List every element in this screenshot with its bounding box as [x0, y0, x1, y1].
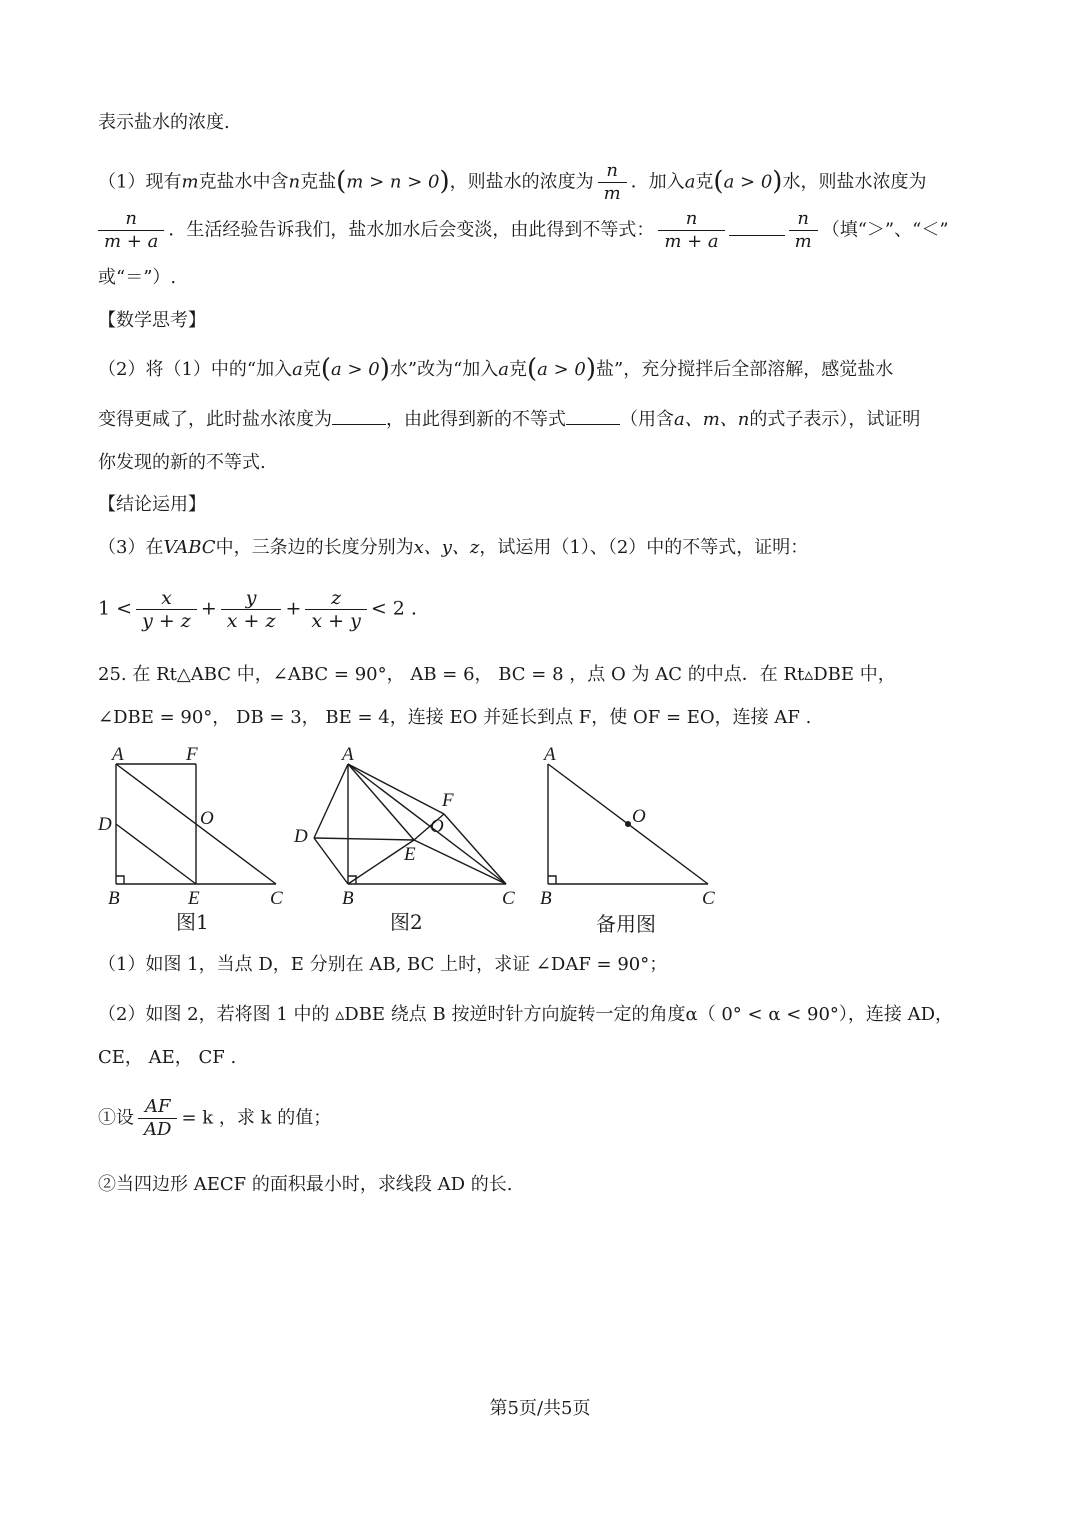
section-heading [98, 493, 206, 517]
text-span: （2）如图 2，若将图 1 中的 ▵DBE 绕点 B 按逆时针方向旋转一定的角度α（ 0° < α < 90°），连接 AD， [98, 1004, 954, 1025]
question-2-line [98, 354, 894, 384]
paren: ( [336, 166, 347, 197]
numerator: n [598, 160, 627, 183]
condition: m > n > 0 [346, 171, 440, 193]
text-span: ．生活经验告诉我们，盐水加水后会变淡，由此得到不等式： [168, 219, 655, 241]
text-span: 的式子表示），试证明 [749, 409, 921, 430]
paren: ( [713, 166, 724, 197]
figure-2 [290, 742, 530, 942]
text-span: （1）现有 [98, 171, 182, 193]
paren: ) [772, 166, 783, 197]
sub-question-1 [98, 953, 667, 977]
denominator: m + a [664, 231, 719, 252]
problem-25-line-2 [98, 706, 811, 730]
text-span: < 2 . [370, 597, 417, 620]
text-line [98, 266, 176, 290]
text-span: 水”改为“加入 [389, 359, 499, 380]
label-E: E [188, 888, 200, 909]
text-span: ②当四边形 AECF 的面积最小时，求线段 AD 的长. [98, 1174, 513, 1195]
label-O: O [430, 816, 444, 837]
text-span: ，由此得到新的不等式 [386, 409, 566, 430]
text-span: 克 [509, 359, 528, 380]
numerator: n [98, 208, 164, 231]
question-3-line [98, 536, 808, 560]
condition: a > 0 [537, 359, 586, 380]
fraction [598, 160, 627, 205]
vars: a、m、n [674, 409, 750, 430]
label-B: B [108, 888, 120, 909]
text-span: 变得更咸了，此时盐水浓度为 [98, 409, 332, 430]
triangle: VABC [163, 537, 216, 558]
text-span: ①设 [98, 1107, 134, 1129]
text-span: （2）将（1）中的“加入 [98, 359, 293, 380]
text-span: 克 [302, 359, 321, 380]
answer-blank [729, 235, 785, 236]
sub-question-2-part-2 [98, 1173, 512, 1197]
label-D: D [98, 814, 112, 835]
label-E: E [404, 844, 416, 865]
text-span: 1 < [98, 597, 133, 620]
text-span: = k ，求 k 的值； [181, 1107, 332, 1129]
text-span: 中，三条边的长度分别为 [215, 537, 414, 558]
numerator: z [305, 587, 366, 610]
text-span: （用含 [620, 409, 674, 430]
numerator: n [658, 208, 724, 231]
text-span: ，则盐水的浓度为 [449, 171, 594, 193]
figure-2-caption: 图2 [390, 910, 423, 934]
label-O: O [632, 806, 646, 827]
inequality-line: 1 < $\frac{x}{y + z}$ + $\frac{y}{x + z}$ + $\frac{z}{x + y}$ < 2 . [98, 587, 417, 632]
denominator: AD [144, 1119, 172, 1140]
label-A: A [544, 744, 556, 765]
denominator: x + y [311, 610, 361, 632]
paren: ( [320, 354, 331, 384]
var-a: a [292, 359, 303, 380]
text-span: 盐”，充分搅拌后全部溶解，感觉盐水 [596, 359, 894, 380]
paren: ) [439, 166, 450, 197]
problem-25-line-1 [98, 663, 896, 687]
denominator: m [794, 231, 812, 252]
condition: a > 0 [723, 171, 773, 193]
denominator: m + a [104, 231, 159, 252]
paren: ) [379, 354, 390, 384]
label-C: C [702, 888, 715, 909]
answer-blank [566, 424, 620, 425]
text-span: 25. 在 Rt△ABC 中，∠ABC = 90°， AB = 6， BC = 8 ，点 O 为 AC 的中点．在 Rt▵DBE 中， [98, 664, 896, 685]
label-F: F [442, 790, 454, 811]
label-B: B [540, 888, 552, 909]
label-B: B [342, 888, 354, 909]
numerator: AF [138, 1096, 177, 1119]
label-C: C [270, 888, 283, 909]
var-n: n [288, 171, 301, 193]
condition: a > 0 [331, 359, 380, 380]
page-footer: 第5页/共5页 [489, 1398, 591, 1419]
denominator: y + z [142, 610, 191, 632]
var-a: a [498, 359, 510, 380]
numerator: y [221, 587, 282, 610]
text-span: 【数学思考】 [98, 310, 206, 331]
fraction [305, 587, 366, 632]
label-F: F [186, 744, 198, 765]
text-span: 水，则盐水浓度为 [782, 171, 927, 193]
label-A: A [112, 744, 124, 765]
text-span: 你发现的新的不等式. [98, 452, 266, 473]
answer-blank [332, 424, 386, 425]
question-2b-line [98, 408, 920, 432]
paren: ) [585, 354, 597, 384]
fraction [138, 1096, 177, 1141]
denominator: x + z [226, 610, 276, 632]
figure-spare-caption: 备用图 [596, 912, 656, 936]
label-C: C [502, 888, 515, 909]
paren: ( [527, 354, 538, 384]
label-D: D [294, 826, 308, 847]
point-O [625, 821, 631, 827]
figure-spare [528, 742, 728, 942]
text-span: ∠DBE = 90°， DB = 3， BE = 4，连接 EO 并延长到点 F，使 OF = EO，连接 AF . [98, 707, 812, 728]
sub-question-2-line-2 [98, 1046, 236, 1070]
text-span: 克盐 [300, 171, 337, 193]
text-span: （3）在 [98, 537, 164, 558]
vars: x、y、z [413, 537, 480, 558]
figure-1 [96, 742, 296, 942]
label-O: O [200, 808, 214, 829]
question-1b-line [98, 208, 949, 253]
text-span: ，试运用（1）、（2）中的不等式，证明： [479, 537, 809, 558]
fraction [789, 208, 818, 253]
text-span: 表示盐水的浓度. [98, 112, 230, 133]
text-span: （1）如图 1，当点 D，E 分别在 AB, BC 上时，求证 ∠DAF = 90°； [98, 954, 668, 975]
var-m: m [181, 171, 199, 193]
text-span: （填“＞”、“＜” [821, 219, 949, 241]
numerator: x [136, 587, 197, 610]
question-1-line [98, 160, 926, 205]
numerator: n [789, 208, 818, 231]
text-span: 【结论运用】 [98, 494, 206, 515]
text-line [98, 451, 266, 475]
figure-1-caption: 图1 [176, 910, 209, 934]
text-span: 克 [695, 171, 714, 193]
sub-question-2-part-1 [98, 1096, 331, 1141]
text-span: ．加入 [630, 171, 685, 193]
fraction [658, 208, 724, 253]
section-heading [98, 309, 206, 333]
text-span: CE， AE， CF . [98, 1047, 237, 1068]
denominator: m [603, 183, 621, 204]
label-A: A [342, 744, 354, 765]
var-a: a [684, 171, 696, 193]
sub-question-2-line-1 [98, 1003, 953, 1027]
fraction [136, 587, 197, 632]
fraction [98, 208, 164, 253]
text-line [98, 111, 230, 135]
text-span: 或“＝”）. [98, 267, 177, 288]
fraction [221, 587, 282, 632]
text-span: 克盐水中含 [198, 171, 289, 193]
